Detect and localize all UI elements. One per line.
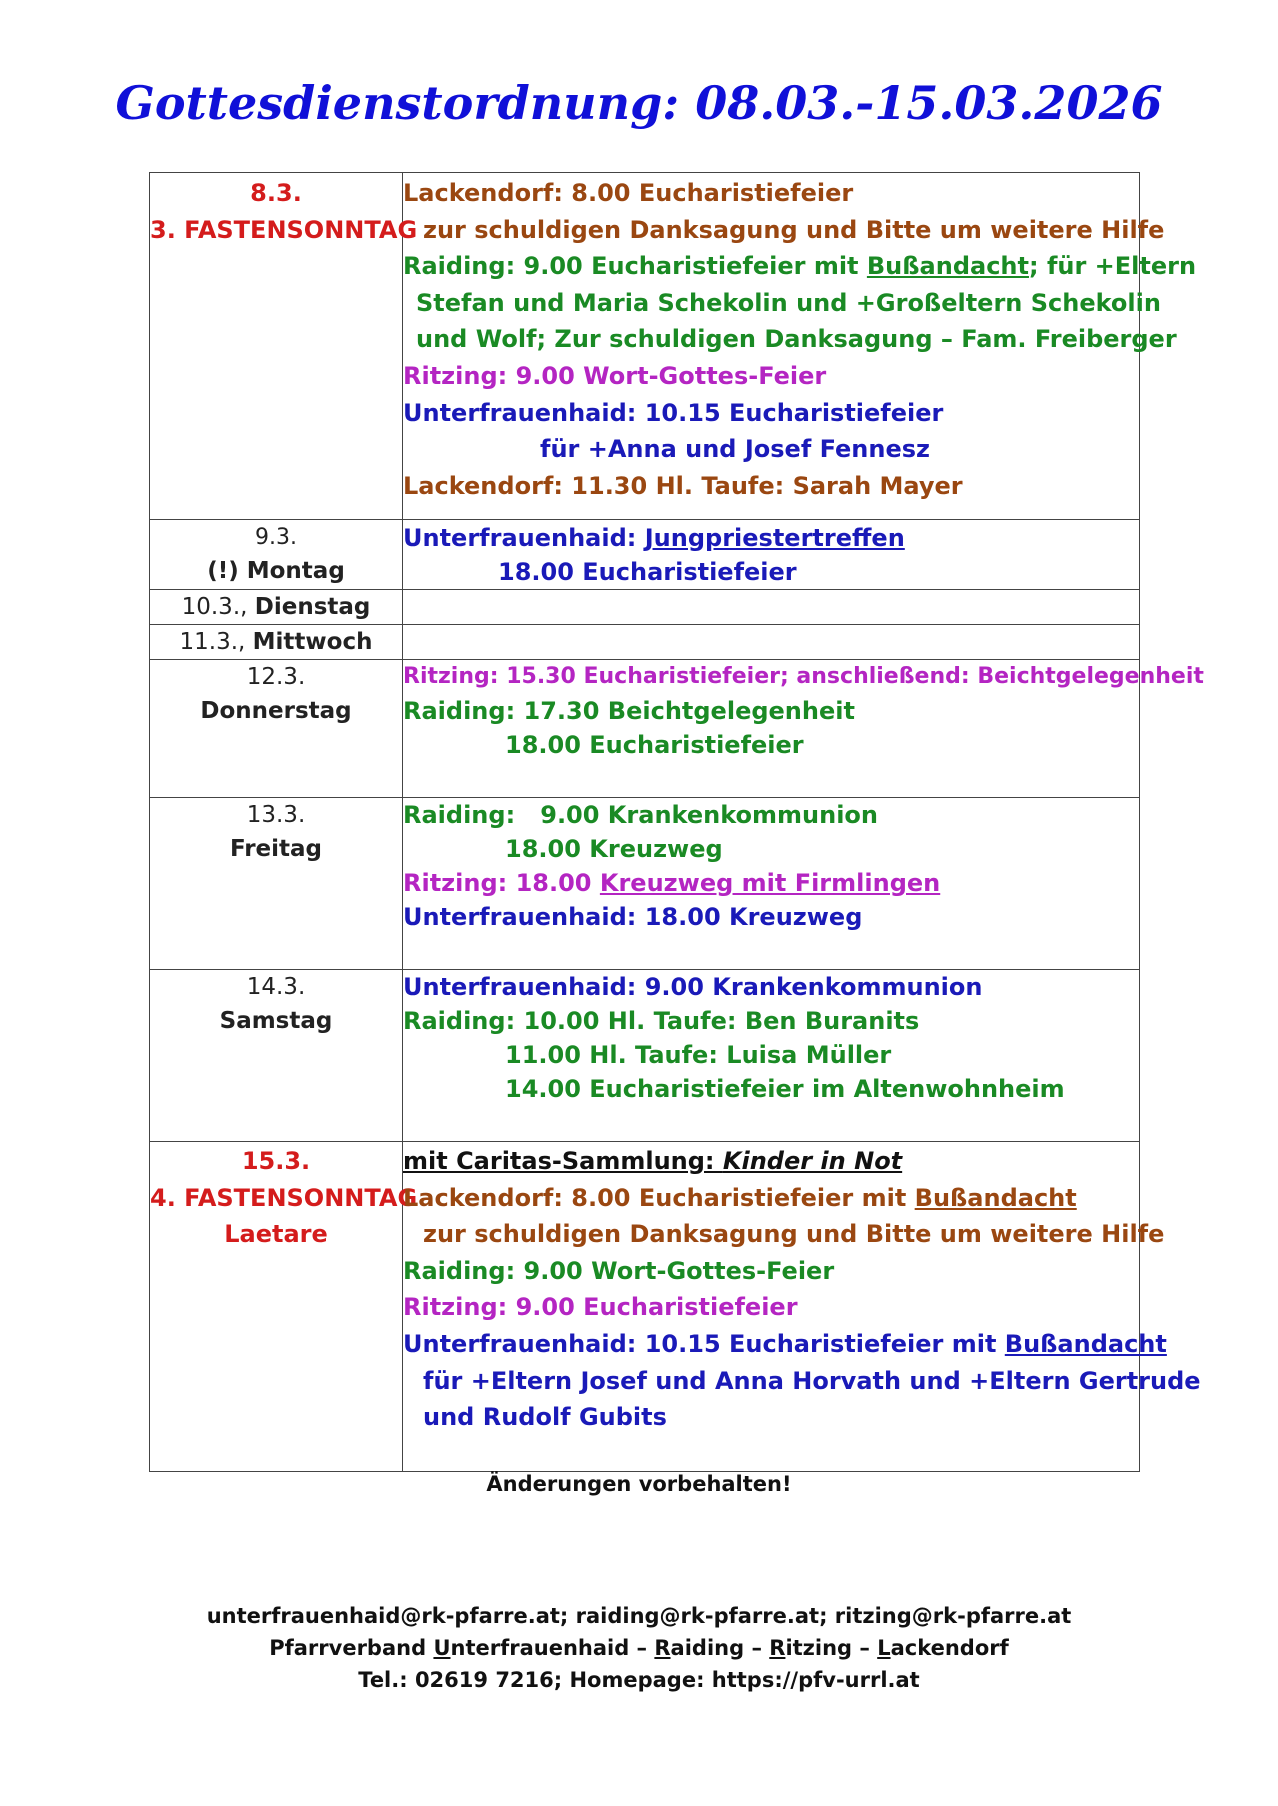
events-cell xyxy=(403,1142,1201,1472)
day-label: 4. FASTENSONNTAG xyxy=(150,1183,418,1212)
events-cell xyxy=(403,970,1140,1142)
events-cell xyxy=(403,520,1140,590)
event-line: Ritzing: 15.30 Eucharistiefeier; anschließend: Beichtgelegenheit xyxy=(403,664,1204,689)
footer-contact: Tel.: 02619 7216; Homepage: https://pfv-urrl.at xyxy=(358,1668,920,1692)
events-cell xyxy=(403,660,1204,798)
events-cell xyxy=(403,173,1197,520)
bussandacht-link: Bußandacht xyxy=(1004,1329,1167,1358)
bussandacht-link: Bußandacht xyxy=(914,1183,1077,1212)
footer xyxy=(0,1600,1278,1696)
events-cell xyxy=(403,590,1140,625)
event-line: Unterfrauenhaid: 10.15 Eucharistiefeier xyxy=(403,398,944,427)
day-cell xyxy=(150,660,403,798)
day-cell xyxy=(150,625,403,660)
table-row xyxy=(150,660,1140,798)
event-line: 18.00 Kreuzweg xyxy=(505,835,723,863)
date-label: 12.3. xyxy=(246,664,306,690)
day-label: 3. FASTENSONNTAG xyxy=(150,215,418,244)
event-line: zur schuldigen Danksagung und Bitte um weitere Hilfe xyxy=(423,1220,1165,1249)
event-line: Raiding: 9.00 Krankenkommunion xyxy=(403,801,878,829)
table-row xyxy=(150,173,1140,520)
event-line: zur schuldigen Danksagung und Bitte um weitere Hilfe xyxy=(423,215,1165,244)
date-label: 13.3. xyxy=(246,802,306,828)
event-line: Unterfrauenhaid: Jungpriestertreffen xyxy=(403,524,905,552)
date-day-label: 11.3., Mittwoch xyxy=(179,629,373,655)
kinder-in-not-label: Kinder in Not xyxy=(722,1147,903,1175)
day-label: Freitag xyxy=(229,836,323,862)
event-line: und Wolf; Zur schuldigen Danksagung – Fam. Freiberger xyxy=(416,325,1177,354)
day-cell xyxy=(150,173,418,520)
event-line: Unterfrauenhaid: 10.15 Eucharistiefeier mit Bußandacht xyxy=(403,1329,1167,1358)
event-line: Raiding: 9.00 Wort-Gottes-Feier xyxy=(403,1256,835,1285)
day-cell xyxy=(150,590,403,625)
event-line: Raiding: 17.30 Beichtgelegenheit xyxy=(403,697,855,725)
event-line: Raiding: 10.00 Hl. Taufe: Ben Buranits xyxy=(403,1007,920,1035)
event-line: mit Caritas-Sammlung: Kinder in Not xyxy=(403,1147,903,1175)
date-label: 9.3. xyxy=(255,525,297,550)
footer-pfarrverband: Pfarrverband Unterfrauenhaid – Raiding – Ritzing – Lackendorf xyxy=(269,1636,1009,1660)
event-line: 18.00 Eucharistiefeier xyxy=(505,731,804,759)
event-line: Ritzing: 9.00 Eucharistiefeier xyxy=(403,1293,798,1322)
table-row xyxy=(150,520,1140,590)
date-day-label: 10.3., Dienstag xyxy=(181,594,371,620)
event-line: Ritzing: 9.00 Wort-Gottes-Feier xyxy=(403,361,827,390)
event-line: 11.00 Hl. Taufe: Luisa Müller xyxy=(505,1041,892,1069)
table-row xyxy=(150,970,1140,1142)
event-line: Unterfrauenhaid: 9.00 Krankenkommunion xyxy=(403,973,983,1001)
event-line: Lackendorf: 8.00 Eucharistiefeier xyxy=(403,179,854,207)
day-label: Donnerstag xyxy=(200,698,352,724)
event-line: 18.00 Eucharistiefeier xyxy=(498,558,797,586)
date-label: 15.3. xyxy=(241,1147,311,1175)
kreuzweg-firmlingen-link: Kreuzweg mit Firmlingen xyxy=(599,869,941,897)
date-label: 8.3. xyxy=(250,179,302,207)
event-line: Stefan und Maria Schekolin und +Großeltern Schekolin xyxy=(416,288,1161,317)
events-cell xyxy=(403,625,1140,660)
event-line: Ritzing: 18.00 Kreuzweg mit Firmlingen xyxy=(403,869,941,897)
page-title: Gottesdienstordnung: 08.03.-15.03.2026 xyxy=(115,76,1163,130)
day-cell xyxy=(150,798,403,970)
day-cell xyxy=(150,1142,418,1472)
schedule-table xyxy=(149,172,1204,1472)
event-line: Lackendorf: 11.30 Hl. Taufe: Sarah Mayer xyxy=(403,471,963,500)
table-row xyxy=(150,625,1140,660)
event-line: und Rudolf Gubits xyxy=(423,1403,667,1432)
day-label: Samstag xyxy=(219,1008,333,1034)
jungpriestertreffen-link: Jungpriestertreffen xyxy=(644,524,905,552)
event-line: 14.00 Eucharistiefeier im Altenwohnheim xyxy=(505,1075,1065,1103)
day-subname: Laetare xyxy=(224,1220,328,1249)
date-label: 14.3. xyxy=(246,974,306,1000)
event-line: für +Eltern Josef und Anna Horvath und +Eltern Gertrude xyxy=(423,1366,1201,1395)
table-row xyxy=(150,1142,1140,1472)
event-line: Unterfrauenhaid: 18.00 Kreuzweg xyxy=(403,903,863,931)
bussandacht-link: Bußandacht xyxy=(866,252,1029,281)
table-row xyxy=(150,590,1140,625)
table-row xyxy=(150,798,1140,970)
footer-emails: unterfrauenhaid@rk-pfarre.at; raiding@rk-pfarre.at; ritzing@rk-pfarre.at xyxy=(206,1604,1072,1628)
events-cell xyxy=(403,798,1140,970)
event-line: für +Anna und Josef Fennesz xyxy=(540,435,931,464)
day-label: (!) Montag xyxy=(207,558,345,584)
event-line: Raiding: 9.00 Eucharistiefeier mit Bußandacht; für +Eltern xyxy=(403,252,1197,281)
event-line: Lackendorf: 8.00 Eucharistiefeier mit Bußandacht xyxy=(403,1183,1077,1212)
day-cell xyxy=(150,970,403,1142)
day-cell xyxy=(150,520,403,590)
changes-note: Änderungen vorbehalten! xyxy=(486,1472,792,1496)
